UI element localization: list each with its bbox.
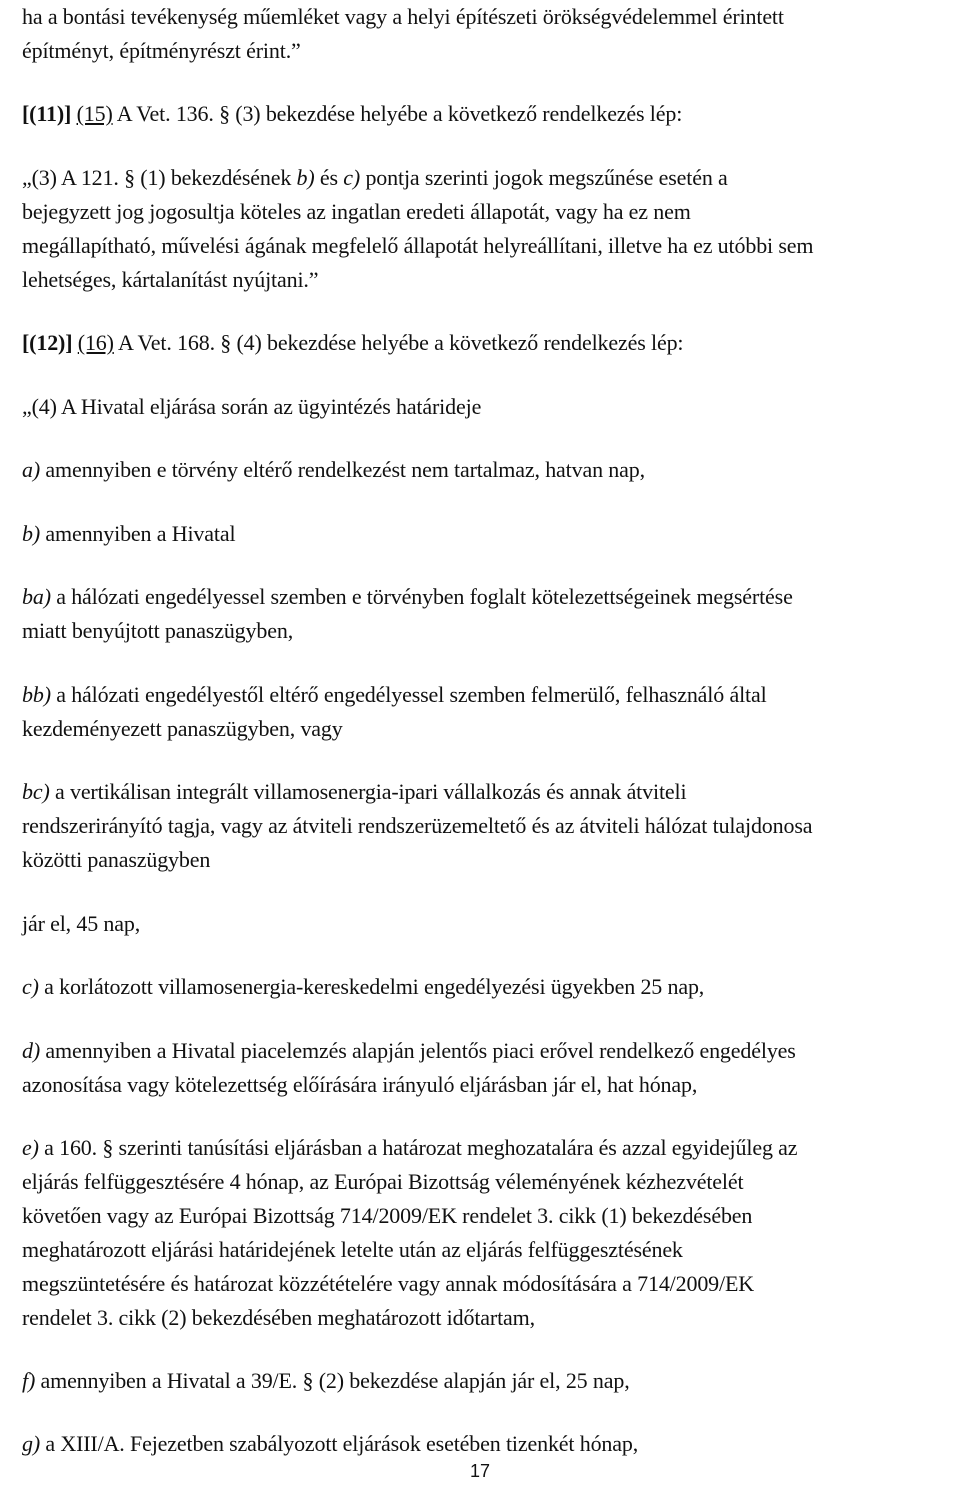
text-span: „(4) A Hivatal eljárása során az ügyintézés határideje <box>22 394 482 419</box>
new-reference: (16) <box>77 330 114 355</box>
text-span: jár el, 45 nap, <box>22 911 141 936</box>
text-span: rendelet 3. cikk (2) bekezdésében meghatározott időtartam, <box>22 1305 535 1330</box>
text-line <box>22 1068 697 1102</box>
point-label: g) <box>22 1431 41 1456</box>
text-line <box>22 712 343 746</box>
point-label: b) <box>22 521 41 546</box>
text-line <box>22 1165 743 1199</box>
point-label: c) <box>22 974 39 999</box>
list-item-ba <box>22 580 793 614</box>
text-span: eljárás felfüggesztésére 4 hónap, az Európai Bizottság véleményének kézhezvételét <box>22 1169 744 1194</box>
text-span: követően vagy az Európai Bizottság 714/2009/EK rendelet 3. cikk (1) bekezdésében <box>22 1203 753 1228</box>
text-span: rendszerirányító tagja, vagy az átviteli rendszerüzemeltető és az átviteli hálózat tulajdonosa <box>22 813 813 838</box>
text-span: lehetséges, kártalanítást nyújtani.” <box>22 267 319 292</box>
text-line <box>22 1233 683 1267</box>
text-line <box>22 161 728 195</box>
list-item-d <box>22 1034 796 1068</box>
list-item-g <box>22 1427 638 1461</box>
text-line <box>22 195 691 229</box>
text-span: „(3) A 121. § (1) bekezdésének <box>22 165 297 190</box>
list-item-b <box>22 517 235 551</box>
text-line <box>22 843 210 877</box>
point-label: a) <box>22 457 41 482</box>
deleted-reference: [(11)] <box>22 101 72 126</box>
new-reference: (15) <box>76 101 113 126</box>
text-line <box>22 0 784 34</box>
text-line <box>22 809 812 843</box>
text-span: és <box>314 165 344 190</box>
text-span: pontja szerinti jogok megszűnése esetén a <box>360 165 728 190</box>
list-item-e <box>22 1131 797 1165</box>
point-label: ba) <box>22 584 51 609</box>
text-span: kezdeményezett panaszügyben, vagy <box>22 716 343 741</box>
text-span: a hálózati engedélyessel szemben e törvényben foglalt kötelezettségeinek megsértése <box>50 584 793 609</box>
text-span: azonosítása vagy kötelezettség előírására irányuló eljárásban jár el, hat hónap, <box>22 1072 698 1097</box>
text-span: amennyiben e törvény eltérő rendelkezést nem tartalmaz, hatvan nap, <box>40 457 645 482</box>
text-line <box>22 1199 752 1233</box>
text-span: A Vet. 136. § (3) bekezdése helyébe a következő rendelkezés lép: <box>112 101 683 126</box>
amendment-line <box>22 97 682 131</box>
deleted-reference: [(12)] <box>22 330 73 355</box>
text-span: a vertikálisan integrált villamosenergia-ipari vállalkozás és annak átviteli <box>49 779 687 804</box>
text-span: megszüntetésére és határozat közzétételére vagy annak módosítására a 714/2009/EK <box>22 1271 755 1296</box>
text-span: amennyiben a Hivatal piacelemzés alapján jelentős piaci erővel rendelkező engedélyes <box>40 1038 796 1063</box>
text-span: a korlátozott villamosenergia-kereskedelmi engedélyezési ügyekben 25 nap, <box>38 974 705 999</box>
text-line <box>22 229 813 263</box>
list-item-bb <box>22 678 767 712</box>
amendment-line <box>22 326 683 360</box>
point-label: f) <box>22 1368 36 1393</box>
point-label: bb) <box>22 682 51 707</box>
text-span: a hálózati engedélyestől eltérő engedélyessel szemben felmerülő, felhasználó által <box>50 682 767 707</box>
text-span: bejegyzett jog jogosultja köteles az ingatlan eredeti állapotát, vagy ha ez nem <box>22 199 691 224</box>
list-item-f <box>22 1364 630 1398</box>
text-span: a XIII/A. Fejezetben szabályozott eljárások esetében tizenkét hónap, <box>40 1431 639 1456</box>
list-item-bc <box>22 775 686 809</box>
point-label: c) <box>343 165 361 190</box>
text-line <box>22 614 293 648</box>
text-span: amennyiben a Hivatal a 39/E. § (2) bekezdése alapján jár el, 25 nap, <box>35 1368 630 1393</box>
text-span: építményt, építményrészt érint.” <box>22 38 301 63</box>
text-span: amennyiben a Hivatal <box>40 521 236 546</box>
text-line <box>22 34 301 68</box>
list-item-a <box>22 453 645 487</box>
text-line <box>22 1267 754 1301</box>
text-span: A Vet. 168. § (4) bekezdése helyébe a következő rendelkezés lép: <box>113 330 684 355</box>
list-item-c <box>22 970 704 1004</box>
text-span: közötti panaszügyben <box>22 847 211 872</box>
point-label: d) <box>22 1038 41 1063</box>
point-label: b) <box>296 165 315 190</box>
text-line <box>22 907 140 941</box>
point-label: bc) <box>22 779 50 804</box>
text-span: meghatározott eljárási határidejének letelte után az eljárás felfüggesztésének <box>22 1237 683 1262</box>
point-label: e) <box>22 1135 39 1160</box>
text-span: ha a bontási tevékenység műemléket vagy a helyi építészeti örökségvédelemmel érintett <box>22 4 784 29</box>
text-span: a 160. § szerinti tanúsítási eljárásban a határozat meghozatalára és azzal egyidejűleg az <box>38 1135 798 1160</box>
text-line <box>22 263 318 297</box>
page-number: 17 <box>469 1461 491 1481</box>
text-line <box>22 1301 535 1335</box>
text-span: megállapítható, művelési ágának megfelelő állapotát helyreállítani, illetve ha ez utóbbi sem <box>22 233 814 258</box>
text-span: miatt benyújtott panaszügyben, <box>22 618 294 643</box>
text-line <box>22 390 481 424</box>
